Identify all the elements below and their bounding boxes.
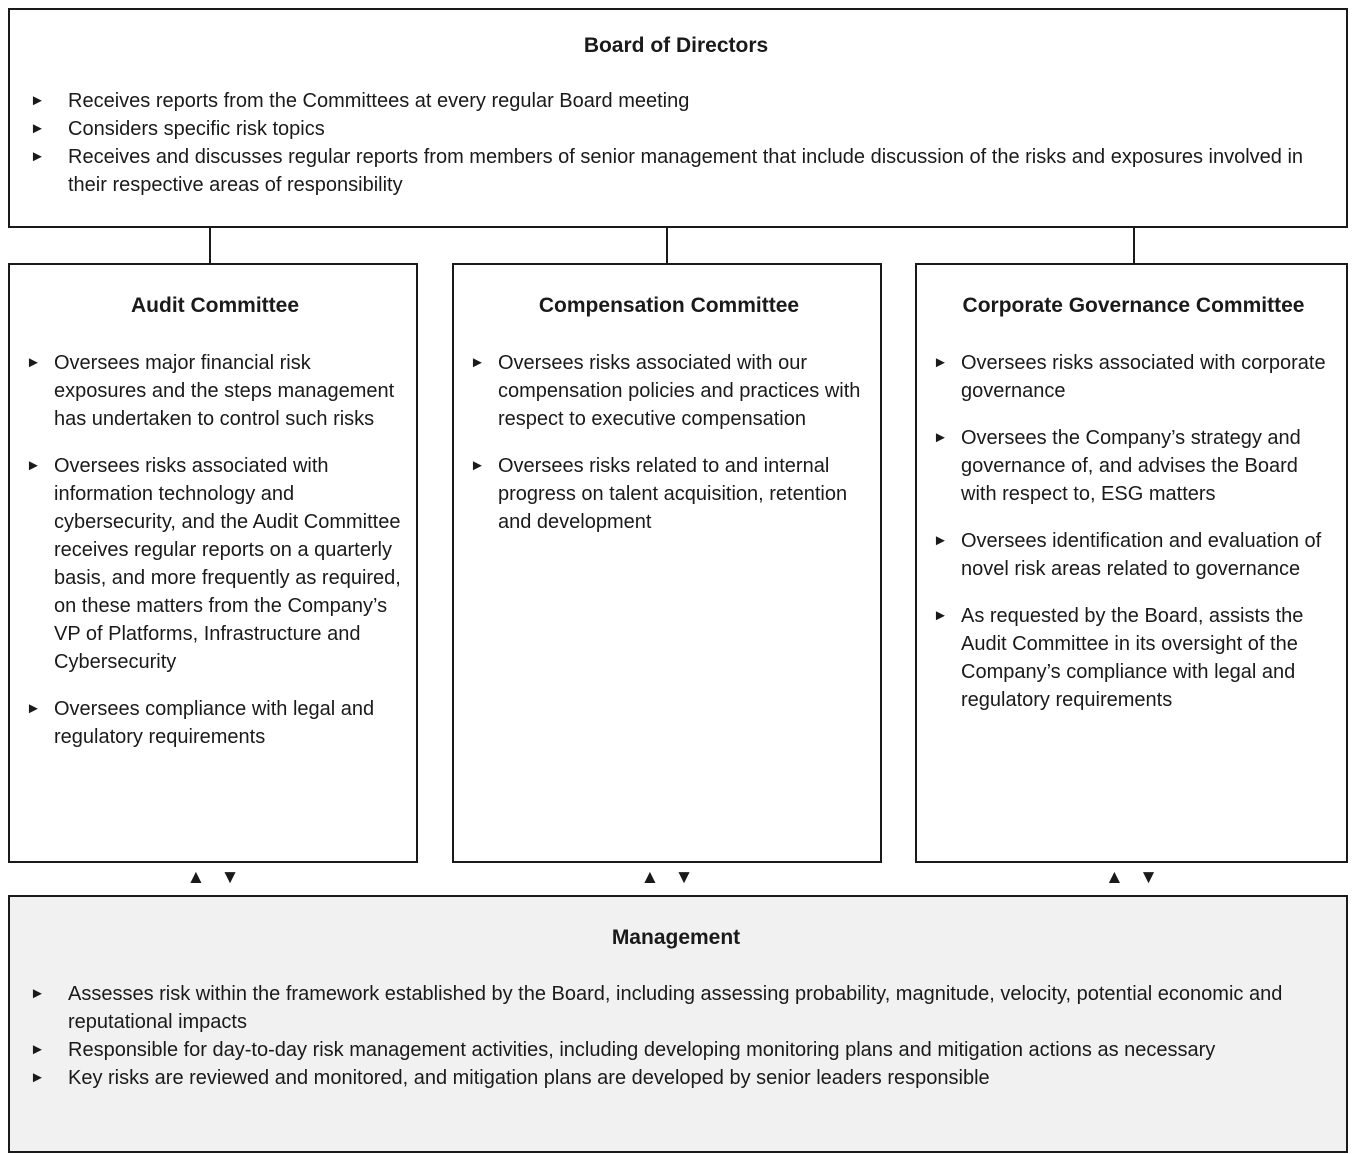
list-item: [26, 349, 404, 433]
corporate-governance-committee-items: [933, 349, 1334, 714]
bullet-icon: ►: [933, 607, 948, 624]
bullet-icon: ►: [30, 985, 45, 1002]
list-item-text: Key risks are reviewed and monitored, and mitigation plans are developed by senior leaders responsible: [68, 1067, 990, 1089]
list-item: [933, 349, 1334, 405]
down-arrow-icon: ▼: [1139, 867, 1158, 888]
list-item: [30, 115, 1322, 143]
connector-line: [1133, 228, 1135, 263]
list-item: [26, 695, 404, 751]
corporate-governance-committee-box: [915, 263, 1348, 863]
connector-line: [666, 228, 668, 263]
audit-committee-title: Audit Committee: [131, 294, 299, 317]
down-arrow-icon: ▼: [220, 867, 240, 888]
connector-line: [209, 228, 211, 263]
list-item: [470, 452, 868, 536]
list-item-text: Oversees risks associated with our compensation policies and practices with respect to executive compensation: [498, 352, 861, 430]
list-item-text: Oversees risks associated with corporate governance: [961, 352, 1326, 402]
list-item-text: Responsible for day-to-day risk management activities, including developing monitoring plans and mitigation actions as necessary: [68, 1039, 1216, 1061]
audit-management-arrows: [8, 864, 418, 892]
bullet-icon: ►: [30, 1069, 45, 1086]
bullet-icon: ►: [26, 457, 41, 474]
management-box: [8, 895, 1348, 1153]
list-item-text: As requested by the Board, assists the Audit Committee in its oversight of the Company’s compliance with legal and regulatory requirements: [961, 605, 1304, 711]
bullet-icon: ►: [933, 532, 948, 549]
list-item: [30, 1064, 1322, 1092]
management-title: Management: [611, 926, 741, 949]
list-item: [30, 980, 1322, 1036]
board-of-directors-box: [8, 8, 1348, 228]
audit-committee-items: [26, 349, 404, 751]
bullet-icon: ►: [933, 429, 948, 446]
list-item-text: Oversees identification and evaluation of novel risk areas related to governance: [961, 530, 1322, 580]
list-item: [933, 602, 1334, 714]
up-arrow-icon: ▲: [1105, 867, 1124, 888]
board-items: [30, 87, 1322, 199]
bullet-icon: ►: [30, 148, 45, 165]
compensation-committee-items: [470, 349, 868, 536]
compensation-management-arrows: [452, 864, 882, 892]
list-item-text: Oversees the Company’s strategy and governance of, and advises the Board with respect to, ESG matters: [961, 427, 1301, 505]
list-item: [26, 452, 404, 676]
list-item: [933, 424, 1334, 508]
list-item-text: Oversees major financial risk exposures and the steps management has undertaken to control such risks: [54, 352, 395, 430]
compensation-committee-title: Compensation Committee: [538, 294, 800, 317]
up-arrow-icon: ▲: [640, 867, 660, 888]
list-item-text: Considers specific risk topics: [68, 118, 325, 140]
compensation-committee-box: [452, 263, 882, 863]
list-item: [30, 143, 1322, 199]
list-item-text: Receives and discusses regular reports from members of senior management that include discussion of the risks and exposures involved in their respective areas of responsibility: [68, 146, 1304, 196]
list-item: [933, 527, 1334, 583]
audit-committee-box: [8, 263, 418, 863]
list-item-text: Receives reports from the Committees at every regular Board meeting: [68, 90, 690, 112]
list-item: [30, 1036, 1322, 1064]
management-items: [30, 980, 1322, 1092]
list-item-text: Oversees risks related to and internal progress on talent acquisition, retention and development: [498, 455, 848, 533]
governance-management-arrows: [915, 864, 1348, 892]
bullet-icon: ►: [470, 457, 485, 474]
board-title: Board of Directors: [583, 34, 769, 57]
corporate-governance-committee-title: Corporate Governance Committee: [962, 294, 1305, 317]
list-item-text: Assesses risk within the framework established by the Board, including assessing probability, magnitude, velocity, potential economic and reputational impacts: [68, 983, 1283, 1033]
up-arrow-icon: ▲: [186, 867, 206, 888]
list-item: [30, 87, 1322, 115]
list-item-text: Oversees risks associated with information technology and cybersecurity, and the Audit Committee receives regular reports on a quarterly basis, and more frequently as required, on these matters from the Company’s VP of Platforms, Infrastructure and Cybersecurity: [54, 455, 401, 673]
down-arrow-icon: ▼: [674, 867, 694, 888]
list-item: [470, 349, 868, 433]
bullet-icon: ►: [933, 354, 948, 371]
bullet-icon: ►: [26, 700, 41, 717]
list-item-text: Oversees compliance with legal and regulatory requirements: [54, 698, 375, 748]
bullet-icon: ►: [26, 354, 41, 371]
bullet-icon: ►: [30, 1041, 45, 1058]
bullet-icon: ►: [30, 120, 45, 137]
bullet-icon: ►: [30, 92, 45, 109]
bullet-icon: ►: [470, 354, 485, 371]
